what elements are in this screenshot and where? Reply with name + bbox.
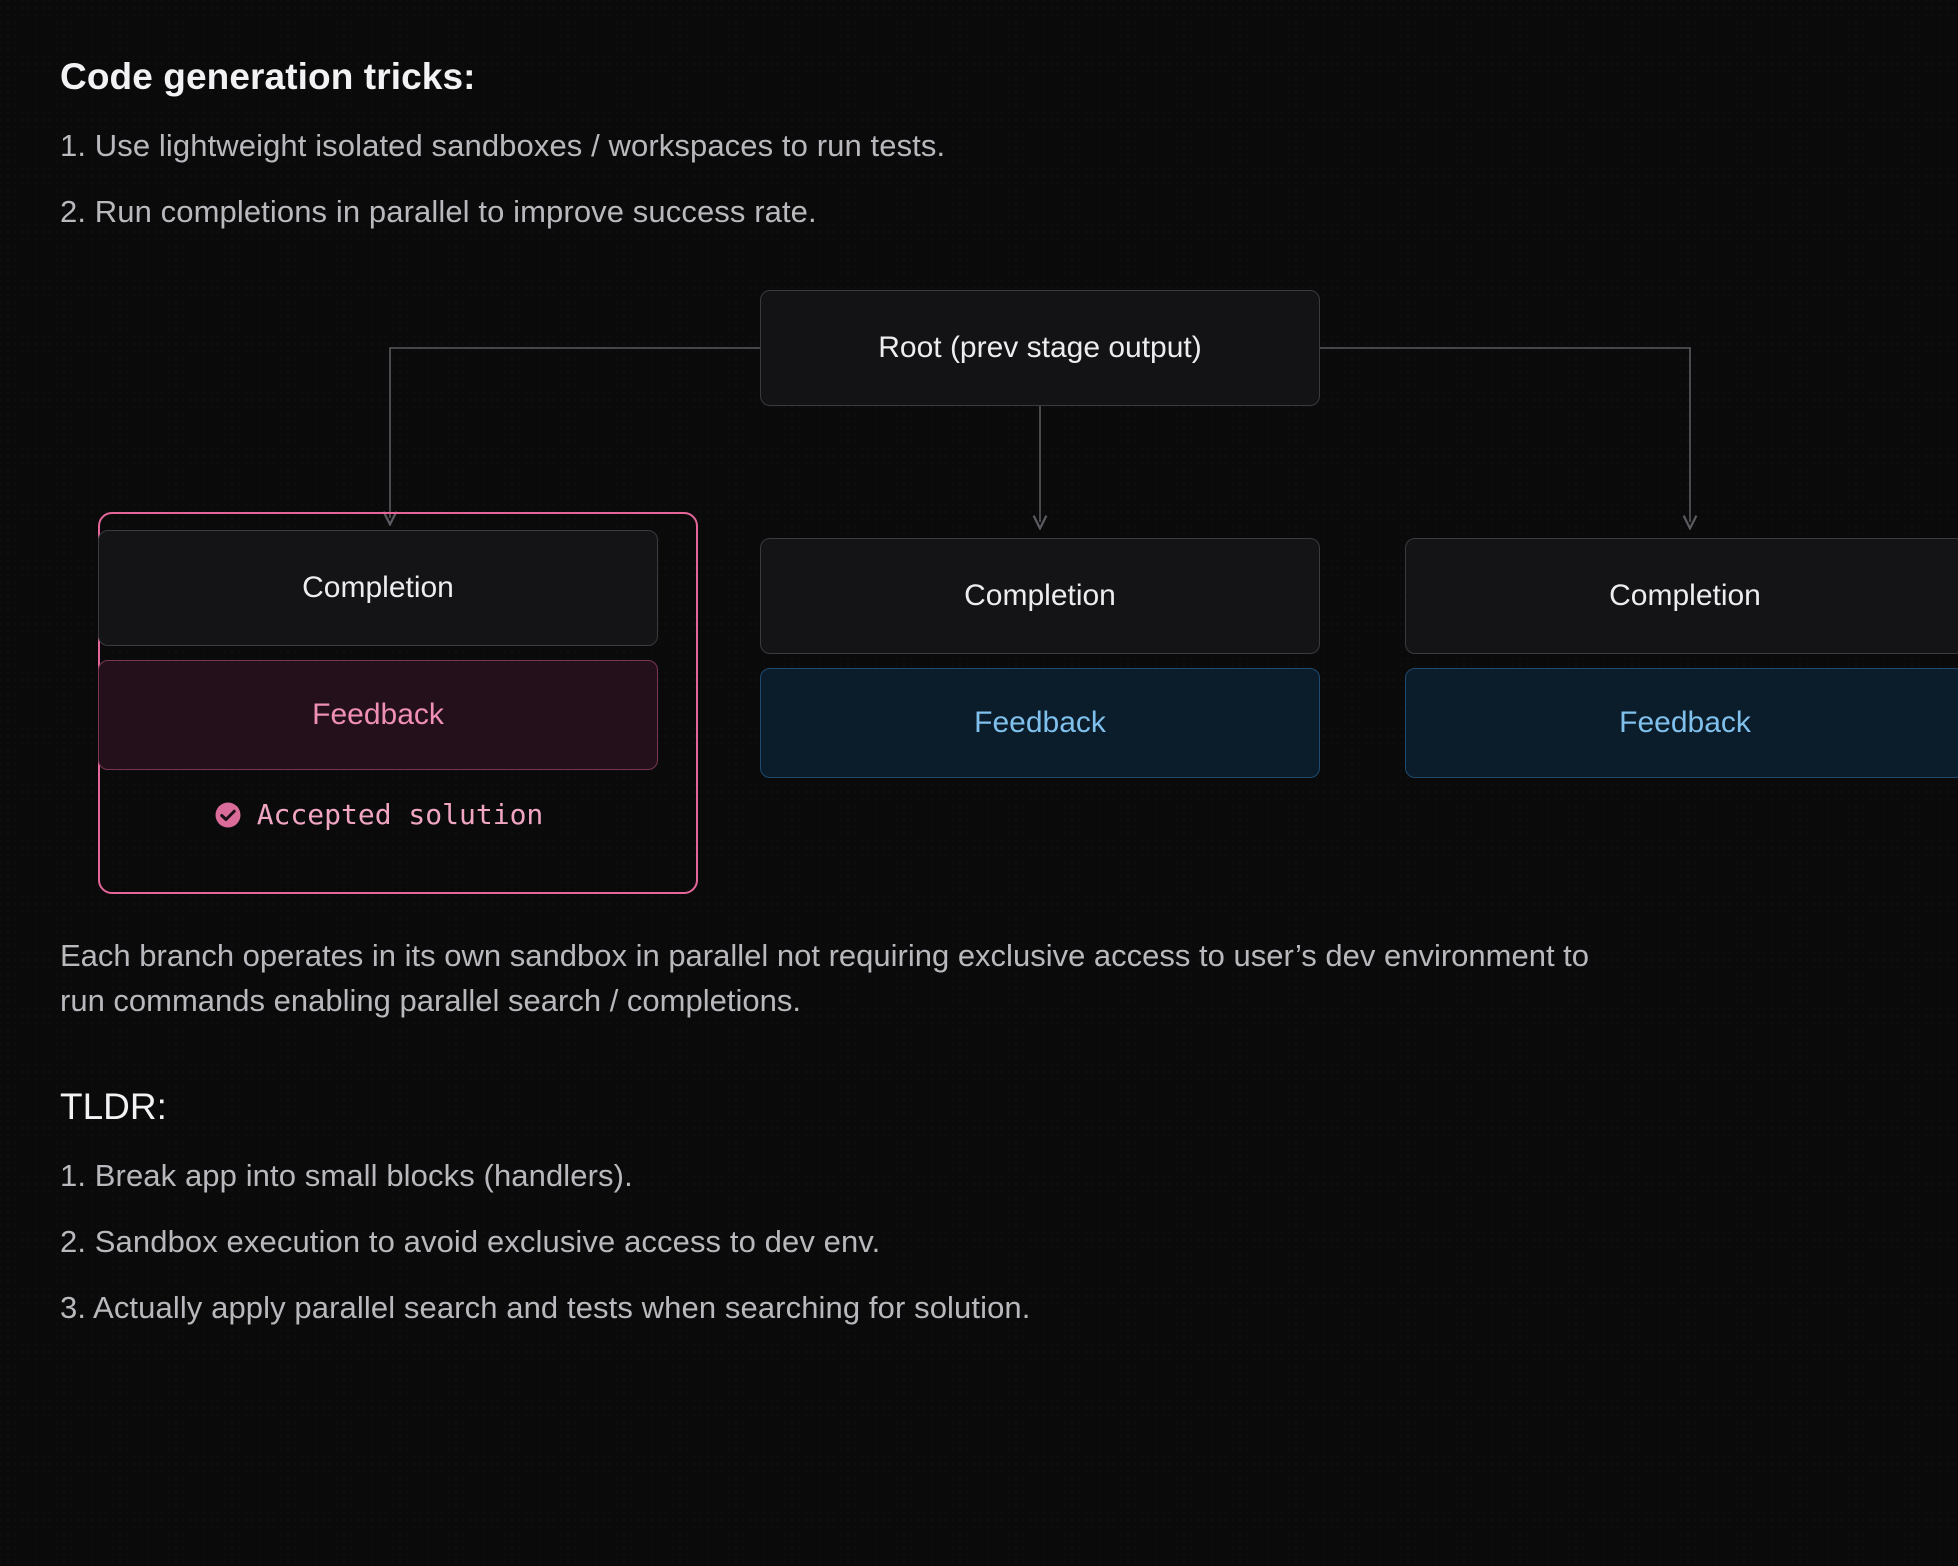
tldr-item-3: 3. Actually apply parallel search and tests when searching for solution. <box>60 1289 1031 1325</box>
accepted-solution-label: Accepted solution <box>256 798 544 831</box>
tricks-item-1: 1. Use lightweight isolated sandboxes / workspaces to run tests. <box>60 128 946 163</box>
tldr-title: TLDR: <box>60 1085 167 1127</box>
node-completion-2-label: Completion <box>964 579 1116 612</box>
accepted-solution-badge <box>98 798 658 831</box>
node-completion-1[interactable] <box>98 530 658 646</box>
branch-column-1 <box>98 530 658 831</box>
branch-column-3 <box>1405 538 1958 778</box>
node-feedback-3-label: Feedback <box>1619 706 1751 739</box>
tricks-item-2: 2. Run completions in parallel to improve success rate. <box>60 194 817 229</box>
node-feedback-1[interactable] <box>98 660 658 770</box>
node-completion-1-label: Completion <box>302 571 454 604</box>
node-feedback-3[interactable] <box>1405 668 1958 778</box>
page-title: Code generation tricks: <box>60 56 476 97</box>
node-root[interactable] <box>760 290 1320 406</box>
node-feedback-2[interactable] <box>760 668 1320 778</box>
diagram-caption: Each branch operates in its own sandbox in parallel not requiring exclusive access to user’s dev environment to run commands enabling parallel search / completions. <box>60 938 1590 1018</box>
check-circle-icon <box>213 800 243 830</box>
node-feedback-2-label: Feedback <box>974 706 1106 739</box>
node-feedback-1-label: Feedback <box>312 698 444 731</box>
tldr-item-1: 1. Break app into small blocks (handlers). <box>60 1157 633 1193</box>
node-completion-2[interactable] <box>760 538 1320 654</box>
node-root-label: Root (prev stage output) <box>878 331 1202 364</box>
tldr-item-2: 2. Sandbox execution to avoid exclusive access to dev env. <box>60 1223 881 1259</box>
node-completion-3[interactable] <box>1405 538 1958 654</box>
node-completion-3-label: Completion <box>1609 579 1761 612</box>
branch-diagram <box>60 290 1958 930</box>
branch-column-2 <box>760 538 1320 778</box>
